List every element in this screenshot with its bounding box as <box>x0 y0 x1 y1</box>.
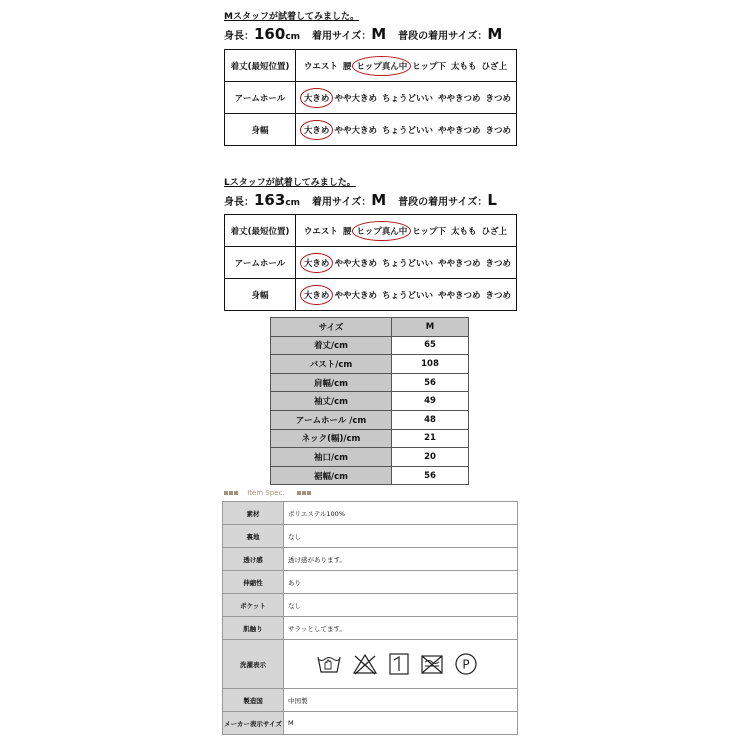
fit-row <box>225 50 517 82</box>
no-tumble-dry-icon <box>420 652 444 676</box>
spec-row <box>223 689 518 712</box>
spec-row-key: 製造国 <box>223 689 284 712</box>
spec-row-key: ポケット <box>223 594 284 617</box>
fit-option: ヒップ下 <box>412 226 446 237</box>
spec-row-key: 伸縮性 <box>223 571 284 594</box>
size-row-value: 21 <box>392 429 469 448</box>
height-unit: cm <box>285 198 301 208</box>
fit-option-selected: 大きめ <box>303 290 330 301</box>
fit-option: ややきつめ <box>437 290 481 301</box>
size-row <box>271 373 469 392</box>
fit-row <box>225 82 517 114</box>
item-spec-title: Item Spec. <box>247 489 285 497</box>
fit-row-options <box>295 114 516 146</box>
fit-row <box>225 114 517 146</box>
size-table <box>270 317 469 485</box>
l-staff-fit-table <box>224 214 517 311</box>
size-row-key: 着丈/cm <box>271 336 392 355</box>
fit-option: ヒップ下 <box>412 61 446 72</box>
fit-row-label: アームホール <box>225 247 296 279</box>
fit-row-label: 着丈(最短位置) <box>225 50 296 82</box>
fit-option: きつめ <box>485 290 511 301</box>
size-row-value: 56 <box>392 466 469 485</box>
spec-row-key: 裏地 <box>223 525 284 548</box>
fit-option: ちょうどいい <box>381 258 433 269</box>
fit-option: ややきつめ <box>437 93 481 104</box>
fit-option: きつめ <box>485 258 511 269</box>
fit-row-options <box>295 279 516 311</box>
fit-option: 太もも <box>450 61 477 72</box>
m-staff-title: Mスタッフが試着してみました。 <box>224 12 359 22</box>
spec-row <box>223 525 518 548</box>
fit-row-options <box>295 82 516 114</box>
fit-option: 腰 <box>342 61 352 72</box>
hang-dry-icon <box>388 652 410 676</box>
height-unit: cm <box>285 32 301 42</box>
fit-option: ややきつめ <box>437 125 481 136</box>
spec-row-value: 中国製 <box>284 689 518 712</box>
spec-row-value: サラッとしてます。 <box>284 617 518 640</box>
spec-row <box>223 640 518 689</box>
size-row-value: 49 <box>392 392 469 411</box>
spec-row-key: 透け感 <box>223 548 284 571</box>
fit-option-selected: 大きめ <box>303 258 330 269</box>
fit-option: やや大きめ <box>334 290 377 301</box>
spec-row <box>223 548 518 571</box>
fit-row-label: 着丈(最短位置) <box>225 215 296 247</box>
spec-row-value: 透け感があります。 <box>284 548 518 571</box>
spec-row <box>223 617 518 640</box>
size-label: 着用サイズ： <box>312 31 372 42</box>
l-staff-title: Lスタッフが試着してみました。 <box>224 178 356 188</box>
spec-row-value: M <box>284 712 518 735</box>
usual-label: 普段の着用サイズ： <box>398 197 488 208</box>
fit-row-label: 身幅 <box>225 114 296 146</box>
size-row-value: 20 <box>392 448 469 467</box>
size-row <box>271 429 469 448</box>
care-symbols <box>284 640 518 689</box>
fit-row <box>225 279 517 311</box>
fit-option: やや大きめ <box>334 93 377 104</box>
spec-row-value: あり <box>284 571 518 594</box>
l-staff-stats <box>224 191 497 209</box>
fit-row-label: アームホール <box>225 82 296 114</box>
size-row <box>271 355 469 374</box>
fit-option-selected: ヒップ真ん中 <box>356 61 408 72</box>
size-row-value: 56 <box>392 373 469 392</box>
fit-option: きつめ <box>485 125 511 136</box>
spec-row-value: なし <box>284 525 518 548</box>
fit-option-selected: 大きめ <box>303 125 330 136</box>
spec-row-value: ポリエステル100% <box>284 502 518 525</box>
svg-text:P: P <box>462 657 470 672</box>
size-row <box>271 336 469 355</box>
size-row-key: バスト/cm <box>271 355 392 374</box>
m-staff-stats <box>224 25 502 43</box>
size-row-key: ネック(幅)/cm <box>271 429 392 448</box>
spec-row <box>223 712 518 735</box>
no-bleach-icon <box>352 653 378 675</box>
size-row-value: 108 <box>392 355 469 374</box>
spec-row-key: メーカー表示サイズ <box>223 712 284 735</box>
fit-option-selected: ヒップ真ん中 <box>356 226 408 237</box>
spec-row <box>223 502 518 525</box>
spec-row <box>223 594 518 617</box>
size-row-key: 袖口/cm <box>271 448 392 467</box>
spec-row-key: 洗濯表示 <box>223 640 284 689</box>
usual-value: L <box>487 191 497 209</box>
size-row-key: 裾幅/cm <box>271 466 392 485</box>
spec-row-value: なし <box>284 594 518 617</box>
height-value: 163 <box>254 191 286 209</box>
hand-wash-icon <box>316 653 342 675</box>
size-value: M <box>371 191 387 209</box>
fit-option: やや大きめ <box>334 258 377 269</box>
fit-option: 腰 <box>342 226 352 237</box>
fit-row <box>225 215 517 247</box>
height-label: 身長： <box>224 31 254 42</box>
fit-option: ウエスト <box>303 226 338 237</box>
fit-option: やや大きめ <box>334 125 377 136</box>
size-row <box>271 410 469 429</box>
usual-label: 普段の着用サイズ： <box>398 31 488 42</box>
size-row-key: 肩幅/cm <box>271 373 392 392</box>
size-row-key: アームホール /cm <box>271 410 392 429</box>
size-row-key: 袖丈/cm <box>271 392 392 411</box>
usual-value: M <box>487 25 503 43</box>
size-header-value: M <box>392 318 469 337</box>
size-table-header <box>271 318 469 337</box>
fit-row-options <box>295 247 516 279</box>
item-spec-table <box>222 501 518 735</box>
fit-option: ちょうどいい <box>381 93 433 104</box>
size-label: 着用サイズ： <box>312 197 372 208</box>
fit-row-options <box>295 50 516 82</box>
fit-option-selected: 大きめ <box>303 93 330 104</box>
size-value: M <box>371 25 387 43</box>
m-staff-fit-table <box>224 49 517 146</box>
spec-row-key: 素材 <box>223 502 284 525</box>
fit-option: ひざ上 <box>481 61 507 72</box>
fit-option: ウエスト <box>303 61 338 72</box>
size-row <box>271 392 469 411</box>
fit-option: 太もも <box>450 226 477 237</box>
fit-option: ひざ上 <box>481 226 507 237</box>
height-value: 160 <box>254 25 286 43</box>
fit-option: ちょうどいい <box>381 125 433 136</box>
height-label: 身長： <box>224 197 254 208</box>
spec-row-key: 肌触り <box>223 617 284 640</box>
size-row-value: 65 <box>392 336 469 355</box>
fit-option: ややきつめ <box>437 258 481 269</box>
size-row <box>271 466 469 485</box>
fit-option: ちょうどいい <box>381 290 433 301</box>
size-row-value: 48 <box>392 410 469 429</box>
dry-clean-p-icon <box>454 652 478 676</box>
spec-row <box>223 571 518 594</box>
item-spec-heading <box>224 489 312 497</box>
fit-row-label: 身幅 <box>225 279 296 311</box>
fit-row-options <box>295 215 516 247</box>
fit-row <box>225 247 517 279</box>
fit-option: きつめ <box>485 93 511 104</box>
size-header-key: サイズ <box>271 318 392 337</box>
size-row <box>271 448 469 467</box>
